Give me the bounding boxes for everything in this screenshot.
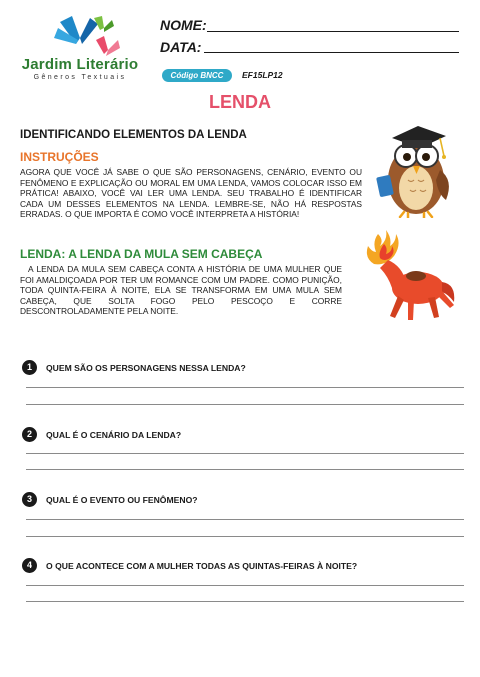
- name-label: NOME:: [160, 17, 207, 33]
- question-3: [22, 491, 198, 509]
- answer-line[interactable]: [26, 519, 464, 520]
- question-text: QUAL É O EVENTO OU FENÔMENO?: [46, 494, 198, 505]
- question-2: [22, 426, 181, 444]
- question-4: [22, 557, 357, 575]
- section-heading: IDENTIFICANDO ELEMENTOS DA LENDA: [20, 129, 247, 141]
- question-number: 4: [22, 558, 37, 573]
- answer-line[interactable]: [26, 387, 464, 388]
- instructions-heading: INSTRUÇÕES: [20, 150, 99, 164]
- answer-line[interactable]: [26, 404, 464, 405]
- story-text: A LENDA DA MULA SEM CABEÇA CONTA A HISTÓRIA DE UMA MULHER QUE FOI AMALDIÇOADA POR TER UM ROMANCE COM UM PADRE. COMO PUNIÇÃO, TODA QUINTA-FEIRA À NOITE, ELA SE TRANSFORMA EM UMA MULA SEM CABEÇA, QUE SOLTA FOGO PELO PESCOÇO E CORRE DESCONTROLADAMENTE PELA NOITE.: [20, 264, 342, 317]
- page-title: LENDA: [209, 92, 271, 112]
- answer-line[interactable]: [26, 469, 464, 470]
- question-text: O QUE ACONTECE COM A MULHER TODAS AS QUINTAS-FEIRAS À NOITE?: [46, 560, 358, 571]
- bncc-code: EF15LP12: [242, 70, 283, 80]
- instructions-text: AGORA QUE VOCÊ JÁ SABE O QUE SÃO PERSONAGENS, CENÁRIO, EVENTO OU FENÔMENO E EXPLICAÇÃO OU MORAL EM UMA LENDA, VAMOS COLOCAR ISSO EM PRÁTICA! ABAIXO, VOCÊ VAI LER UMA LENDA. SEU TRABALHO É IDENTIFICAR CADA UM DESSES ELEMENTOS NA LENDA. LEMBRE-SE, NÃO HÁ RESPOSTAS ERRADAS. O QUE IMPORTA É COMO VOCÊ INTERPRETA A HISTÓRIA!: [20, 167, 362, 220]
- question-text: QUEM SÃO OS PERSONAGENS NESSA LENDA?: [46, 362, 246, 373]
- date-field[interactable]: [204, 52, 459, 53]
- headless-mule-icon: [348, 226, 460, 326]
- bncc-badge: Código BNCC: [162, 69, 232, 82]
- date-label: DATA:: [160, 39, 202, 55]
- answer-line[interactable]: [26, 453, 464, 454]
- story-heading: LENDA: A LENDA DA MULA SEM CABEÇA: [20, 247, 263, 261]
- question-text: QUAL É O CENÁRIO DA LENDA?: [46, 429, 182, 440]
- question-number: 2: [22, 427, 37, 442]
- answer-line[interactable]: [26, 585, 464, 586]
- question-number: 3: [22, 492, 37, 507]
- question-number: 1: [22, 360, 37, 375]
- logo-title: Jardim Literário: [21, 56, 139, 73]
- answer-line[interactable]: [26, 536, 464, 537]
- answer-line[interactable]: [26, 601, 464, 602]
- name-field[interactable]: [207, 31, 459, 32]
- logo-subtitle: Gêneros Textuais: [33, 74, 127, 81]
- question-1: [22, 359, 246, 377]
- graduate-owl-icon: [370, 120, 458, 218]
